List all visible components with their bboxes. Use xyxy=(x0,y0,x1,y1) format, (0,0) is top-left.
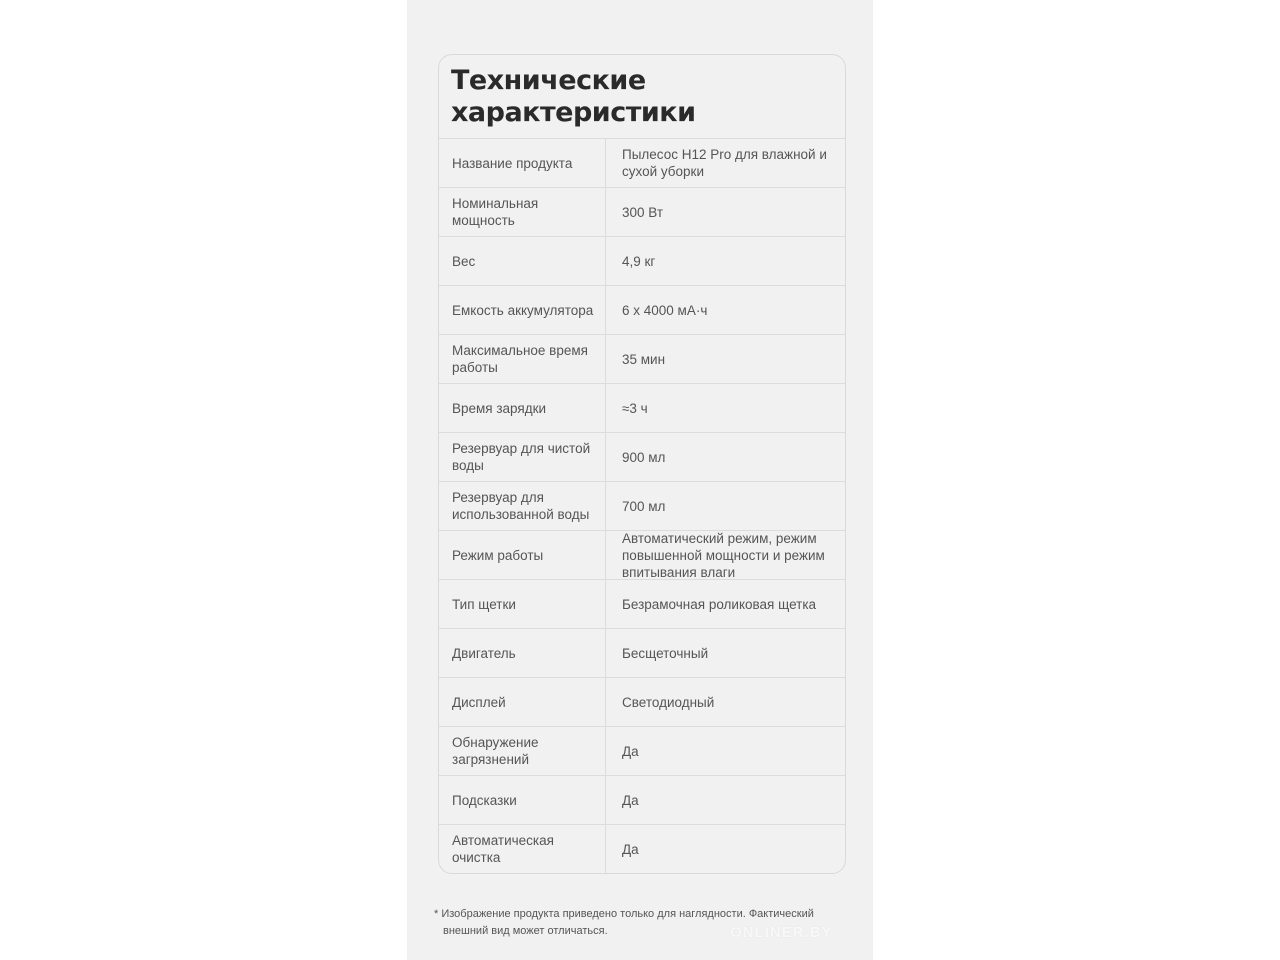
spec-label: Подсказки xyxy=(439,776,606,824)
table-row xyxy=(439,138,845,187)
spec-label: Вес xyxy=(439,237,606,285)
spec-label: Режим работы xyxy=(439,531,606,579)
spec-value: 35 мин xyxy=(622,351,666,367)
spec-value: 900 мл xyxy=(622,449,666,465)
spec-table xyxy=(439,138,845,873)
spec-value: Безрамочная роликовая щетка xyxy=(622,596,817,612)
spec-value: 300 Вт xyxy=(622,204,664,220)
spec-label: Резервуар для чистой воды xyxy=(439,433,606,481)
spec-value: Да xyxy=(622,792,639,808)
spec-value: Пылесос H12 Pro для влажной и сухой уборки xyxy=(622,147,827,179)
spec-card xyxy=(438,54,846,874)
table-row xyxy=(439,432,845,481)
spec-label: Время зарядки xyxy=(439,384,606,432)
spec-label: Дисплей xyxy=(439,678,606,726)
table-row xyxy=(439,236,845,285)
spec-value: 6 x 4000 мА·ч xyxy=(622,302,708,318)
spec-value: Автоматический режим, режим повышенной мощности и режим впитывания влаги xyxy=(622,530,825,580)
spec-label: Автоматическая очистка xyxy=(439,825,606,873)
spec-label: Номинальная мощность xyxy=(439,188,606,236)
table-row xyxy=(439,383,845,432)
page-title: Технические характеристики xyxy=(451,65,696,128)
table-row xyxy=(439,775,845,824)
table-row xyxy=(439,334,845,383)
spec-label: Резервуар для использованной воды xyxy=(439,482,606,530)
spec-value: 700 мл xyxy=(622,498,666,514)
spec-value: 4,9 кг xyxy=(622,253,656,269)
spec-value: Да xyxy=(622,743,639,759)
spec-value: Светодиодный xyxy=(622,694,715,710)
watermark: ONLINER.BY xyxy=(730,924,833,941)
spec-label: Двигатель xyxy=(439,629,606,677)
table-row xyxy=(439,481,845,530)
table-row xyxy=(439,579,845,628)
table-row xyxy=(439,530,845,579)
footnote-line-2: внешний вид может отличаться. xyxy=(443,925,608,937)
table-row xyxy=(439,285,845,334)
table-row xyxy=(439,824,845,873)
table-row xyxy=(439,628,845,677)
spec-label: Емкость аккумулятора xyxy=(439,286,606,334)
footnote-line-1: * Изображение продукта приведено только для наглядности. Фактический xyxy=(434,908,814,920)
spec-value: Бесщеточный xyxy=(622,645,709,661)
spec-label: Обнаружение загрязнений xyxy=(439,727,606,775)
spec-label: Название продукта xyxy=(439,139,606,187)
spec-value: Да xyxy=(622,841,639,857)
table-row xyxy=(439,726,845,775)
spec-label: Максимальное время работы xyxy=(439,335,606,383)
spec-label: Тип щетки xyxy=(439,580,606,628)
table-row xyxy=(439,187,845,236)
spec-value: ≈3 ч xyxy=(622,400,648,416)
table-row xyxy=(439,677,845,726)
